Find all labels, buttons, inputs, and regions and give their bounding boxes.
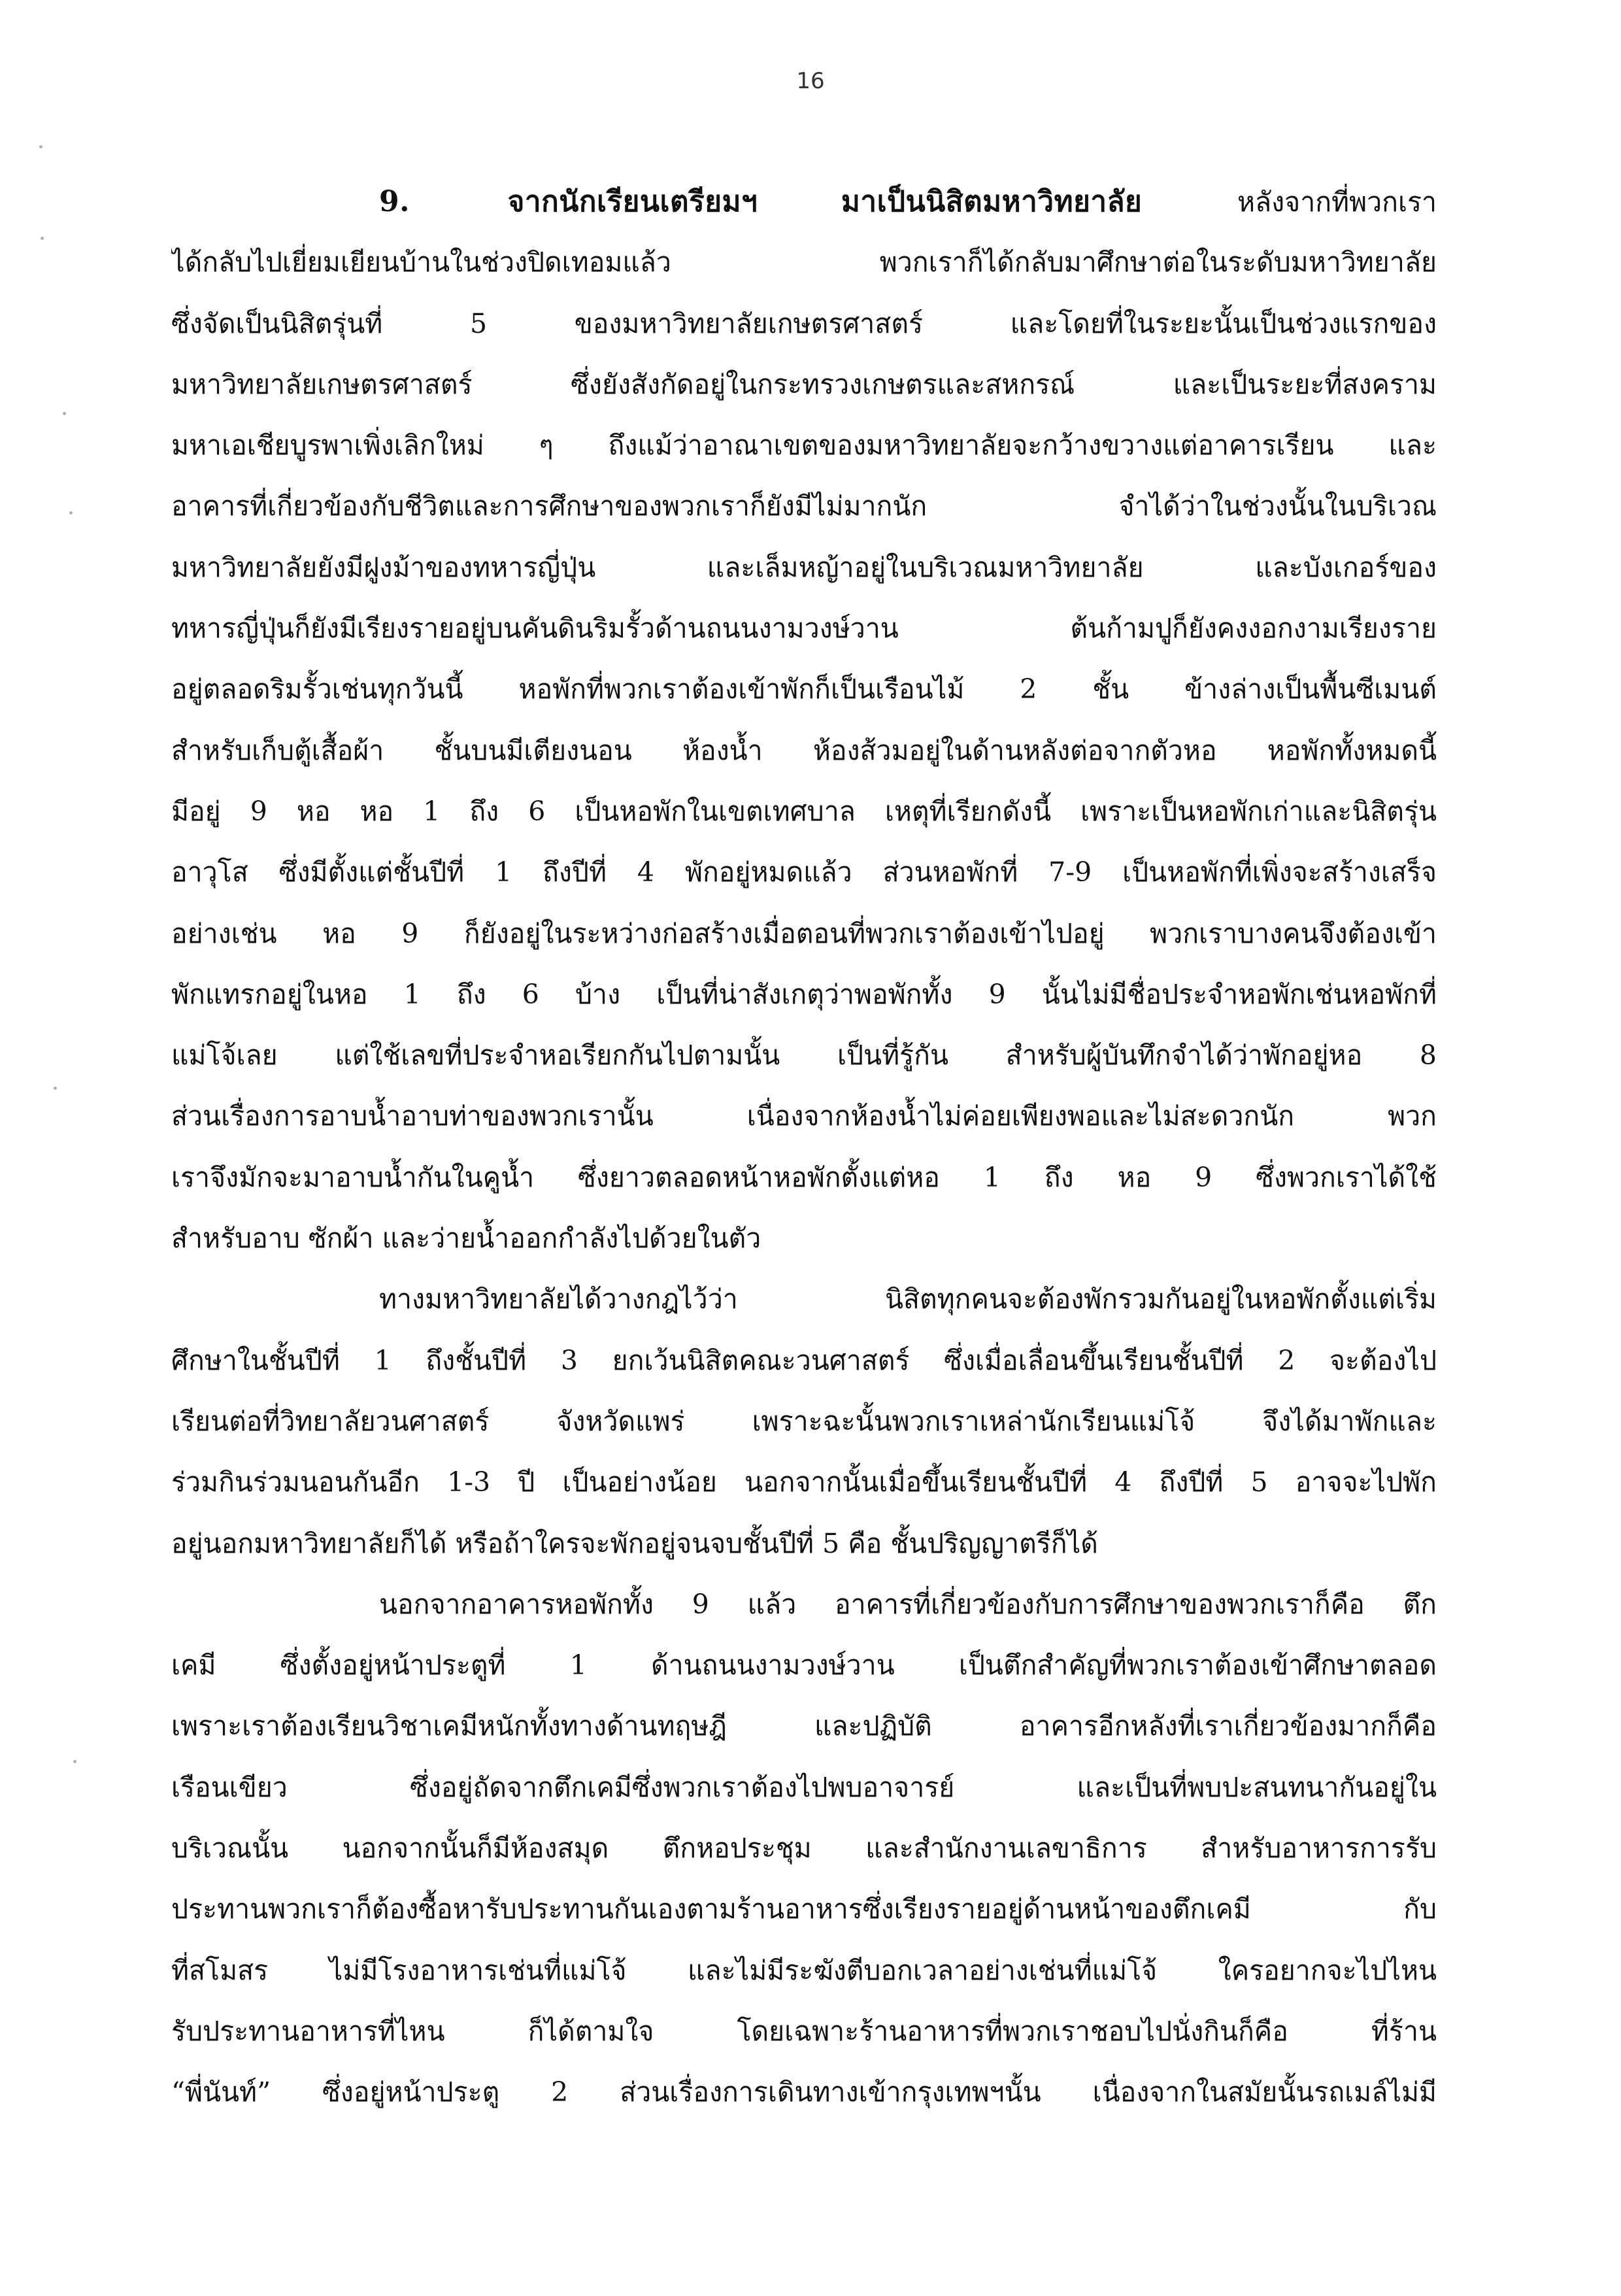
section-heading-line [171,171,1437,232]
text-line: อาคารที่เกี่ยวข้องกับชีวิตและการศึกษาของพวกเราก็ยังมีไม่มากนัก จำได้ว่าในช่วงนั้นในบริเวณ [171,490,1437,522]
text-line: รับประทานอาหารที่ไหน ก็ได้ตามใจ โดยเฉพาะร้านอาหารที่พวกเราชอบไปนั่งกินก็คือ ที่ร้าน [171,2015,1437,2047]
text-line: “พี่นันท์” ซึ่งอยู่หน้าประตู 2 ส่วนเรื่องการเดินทางเข้ากรุงเทพฯนั้น เนื่องจากในสมัยนั้นรถเมล์ไม่มี [171,2076,1437,2108]
scan-speck [63,412,66,415]
text-line: อยู่ตลอดริมรั้วเช่นทุกวันนี้ หอพักที่พวกเราต้องเข้าพักก็เป็นเรือนไม้ 2 ชั้น ข้างล่างเป็นพื้นซีเมนต์ [171,673,1437,705]
text-line: เรือนเขียว ซึ่งอยู่ถัดจากตึกเคมีซึ่งพวกเราต้องไปพบอาจารย์ และเป็นที่พบปะสนทนากันอยู่ใน [171,1771,1437,1803]
scan-speck [73,1760,76,1763]
section-number: 9. [379,185,410,218]
heading-continuation-text: หลังจากที่พวกเรา [1237,186,1437,218]
text-line: นอกจากอาคารหอพักทั้ง 9 แล้ว อาคารที่เกี่ยวข้องกับการศึกษาของพวกเราก็คือ ตึก [379,1588,1437,1620]
text-line: ที่สโมสร ไม่มีโรงอาหารเช่นที่แม่โจ้ และไม่มีระฆังตีบอกเวลาอย่างเช่นที่แม่โจ้ ใครอยากจะไปไหน [171,1954,1437,1986]
text-line: เคมี ซึ่งตั้งอยู่หน้าประตูที่ 1 ด้านถนนงามวงษ์วาน เป็นตึกสำคัญที่พวกเราต้องเข้าศึกษาตลอด [171,1649,1437,1681]
page-number: 16 [796,68,825,94]
text-line: เรียนต่อที่วิทยาลัยวนศาสตร์ จังหวัดแพร่ เพราะฉะนั้นพวกเราเหล่านักเรียนแม่โจ้ จึงได้มาพักและ [171,1405,1437,1437]
text-line: เราจึงมักจะมาอาบน้ำกันในคูน้ำ ซึ่งยาวตลอดหน้าหอพักตั้งแต่หอ 1 ถึง หอ 9 ซึ่งพวกเราได้ใช้ [171,1161,1437,1193]
scan-speck [41,237,44,240]
scan-speck [54,1087,57,1090]
section-title: จากนักเรียนเตรียมฯ มาเป็นนิสิตมหาวิทยาลัย [507,185,1143,218]
text-line: อย่างเช่น หอ 9 ก็ยังอยู่ในระหว่างก่อสร้างเมื่อตอนที่พวกเราต้องเข้าไปอยู่ พวกเราบางคนจึงต้องเข้า [171,917,1437,949]
text-line: เพราะเราต้องเรียนวิชาเคมีหนักทั้งทางด้านทฤษฎี และปฏิบัติ อาคารอีกหลังที่เราเกี่ยวข้องมากก็คือ [171,1710,1437,1742]
text-line: พักแทรกอยู่ในหอ 1 ถึง 6 บ้าง เป็นที่น่าสังเกตุว่าพอพักทั้ง 9 นั้นไม่มีชื่อประจำหอพักเช่นหอพักที่ [171,978,1437,1010]
text-line: สำหรับอาบ ซักผ้า และว่ายน้ำออกกำลังไปด้วยในตัว [171,1223,761,1255]
text-line: ร่วมกินร่วมนอนกันอีก 1-3 ปี เป็นอย่างน้อย นอกจากนั้นเมื่อขึ้นเรียนชั้นปีที่ 4 ถึงปีที่ 5 อาจจะไปพัก [171,1466,1437,1498]
text-line: ซึ่งจัดเป็นนิสิตรุ่นที่ 5 ของมหาวิทยาลัยเกษตรศาสตร์ และโดยที่ในระยะนั้นเป็นช่วงแรกของ [171,307,1437,339]
text-line: สำหรับเก็บตู้เสื้อผ้า ชั้นบนมีเตียงนอน ห้องน้ำ ห้องส้วมอยู่ในด้านหลังต่อจากตัวหอ หอพักทั้งหมดนี้ [171,734,1437,766]
text-line: ส่วนเรื่องการอาบน้ำอาบท่าของพวกเรานั้น เนื่องจากห้องน้ำไม่ค่อยเพียงพอและไม่สะดวกนัก พวก [171,1100,1437,1132]
text-line: ทางมหาวิทยาลัยได้วางกฎไว้ว่า นิสิตทุกคนจะต้องพักรวมกันอยู่ในหอพักตั้งแต่เริ่ม [379,1283,1437,1315]
text-line: มีอยู่ 9 หอ หอ 1 ถึง 6 เป็นหอพักในเขตเทศบาล เหตุที่เรียกดังนี้ เพราะเป็นหอพักเก่าและนิสิตรุ่น [171,795,1437,827]
text-line: มหาวิทยาลัยเกษตรศาสตร์ ซึ่งยังสังกัดอยู่ในกระทรวงเกษตรและสหกรณ์ และเป็นระยะที่สงคราม [171,368,1437,400]
text-line: แม่โจ้เลย แต่ใช้เลขที่ประจำหอเรียกกันไปตามนั้น เป็นที่รู้กัน สำหรับผู้บันทึกจำได้ว่าพักอยู่หอ 8 [171,1039,1437,1072]
text-line: อาวุโส ซึ่งมีตั้งแต่ชั้นปีที่ 1 ถึงปีที่ 4 พักอยู่หมดแล้ว ส่วนหอพักที่ 7-9 เป็นหอพักที่เพิ่งจะสร้างเสร็จ [171,856,1437,888]
text-line: มหาวิทยาลัยยังมีฝูงม้าของทหารญี่ปุ่น และเล็มหญ้าอยู่ในบริเวณมหาวิทยาลัย และบังเกอร์ของ [171,551,1437,583]
paragraph-1 [171,232,1437,1269]
text-line: ได้กลับไปเยี่ยมเยียนบ้านในช่วงปิดเทอมแล้ว พวกเราก็ได้กลับมาศึกษาต่อในระดับมหาวิทยาลัย [171,246,1437,279]
text-line: ศึกษาในชั้นปีที่ 1 ถึงชั้นปีที่ 3 ยกเว้นนิสิตคณะวนศาสตร์ ซึ่งเมื่อเลื่อนขึ้นเรียนชั้นปีที่ 2 จะต้องไป [171,1344,1437,1376]
scan-speck [39,145,42,148]
scan-speck [69,511,73,515]
paragraph-2 [171,1269,1437,1574]
paragraph-3 [171,1574,1437,2123]
text-line: ประทานพวกเราก็ต้องซื้อหารับประทานกันเองตามร้านอาหารซึ่งเรียงรายอยู่ด้านหน้าของตึกเคมี กับ [171,1893,1437,1925]
text-line: บริเวณนั้น นอกจากนั้นก็มีห้องสมุด ตึกหอประชุม และสำนักงานเลขาธิการ สำหรับอาหารการรับ [171,1832,1437,1865]
document-body [171,171,1437,2123]
text-line: ทหารญี่ปุ่นก็ยังมีเรียงรายอยู่บนคันดินริมรั้วด้านถนนงามวงษ์วาน ต้นก้ามปูก็ยังคงงอกงามเรียงราย [171,613,1437,645]
text-line: มหาเอเชียบูรพาเพิ่งเลิกใหม่ ๆ ถึงแม้ว่าอาณาเขตของมหาวิทยาลัยจะกว้างขวางแต่อาคารเรียน และ [171,430,1437,462]
text-line: อยู่นอกมหาวิทยาลัยก็ได้ หรือถ้าใครจะพักอยู่จนจบชั้นปีที่ 5 คือ ชั้นปริญญาตรีก็ได้ [171,1527,1098,1559]
